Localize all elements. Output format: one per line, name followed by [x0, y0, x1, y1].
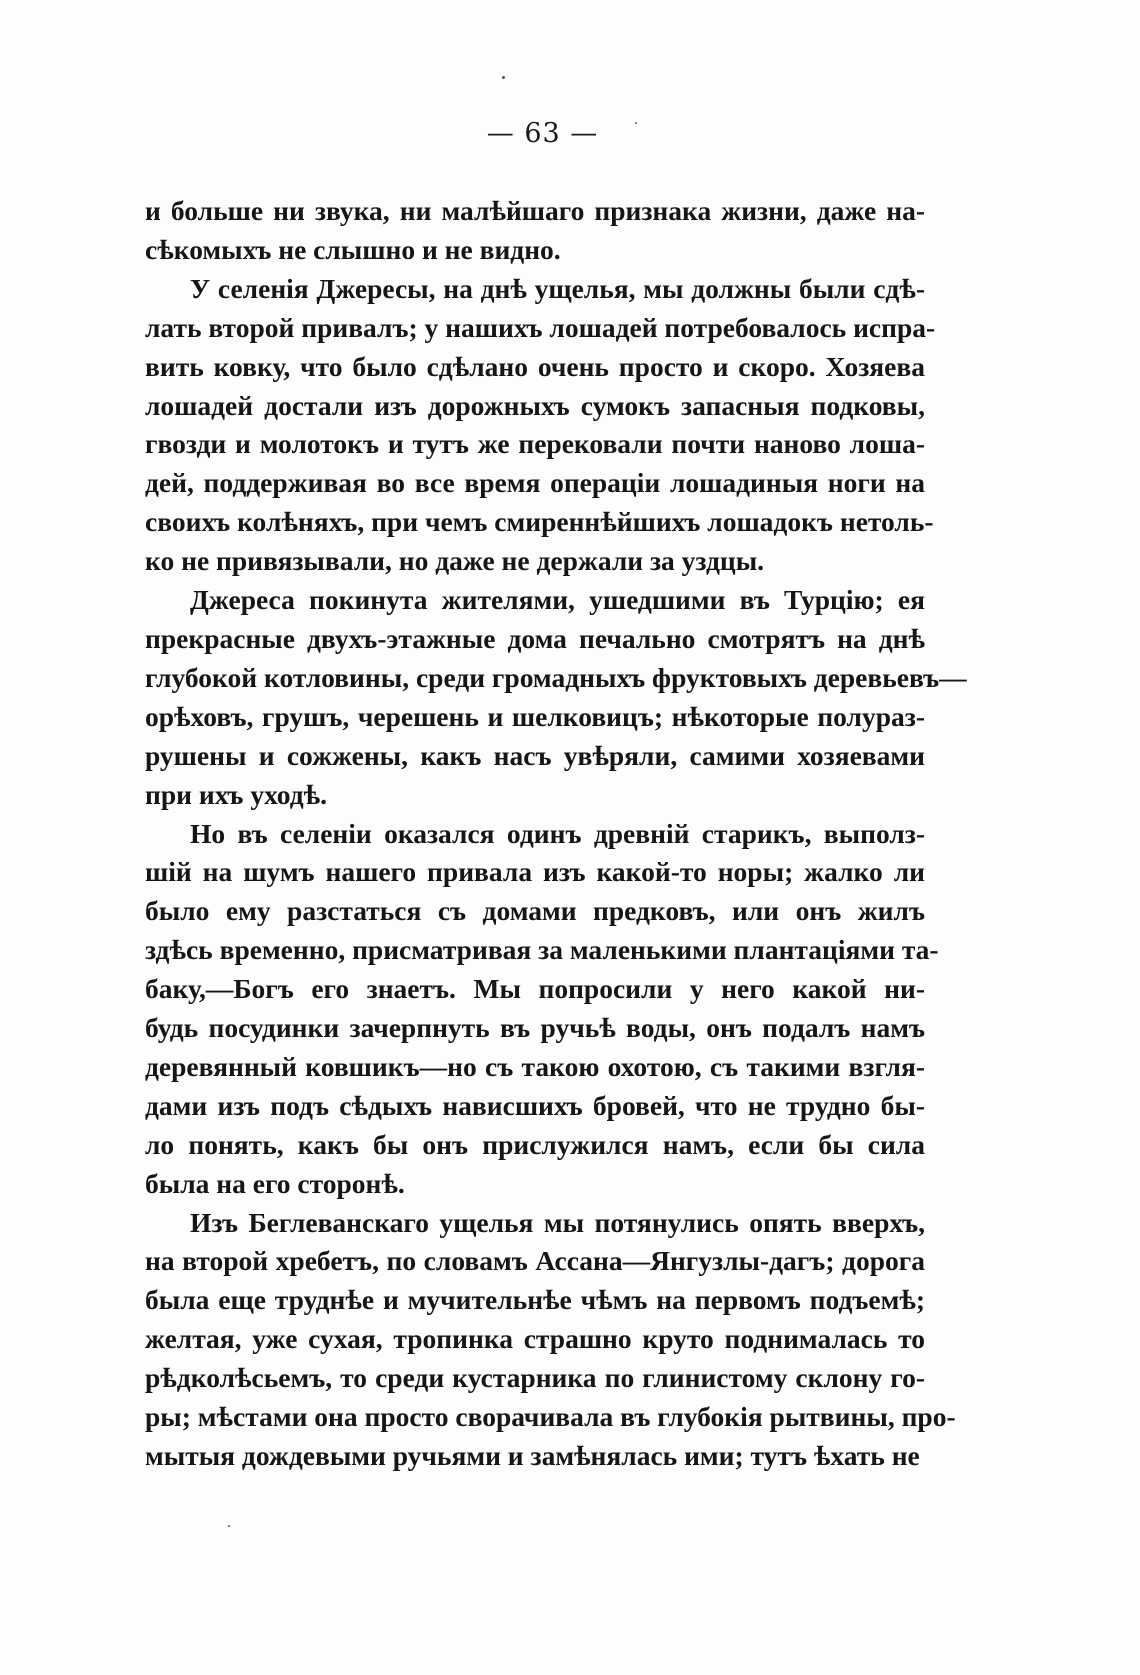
text-line: Джереса покинута жителями, ушедшими въ Турцію; ея: [190, 584, 925, 616]
paragraph: [145, 581, 967, 814]
paragraph: [145, 815, 939, 1204]
text-line: на второй хребетъ, по словамъ Ассана—Янгузлы-дагъ; дорога: [145, 1245, 925, 1277]
text-line: мытыя дождевыми ручьями и замѣнялась ими; тутъ ѣхать не: [145, 1440, 920, 1471]
text-line: гвозди и молотокъ и тутъ же перековали почти наново лоша-: [145, 428, 925, 460]
text-line: У селенія Джересы, на днѣ ущелья, мы должны были сдѣ-: [190, 272, 925, 304]
paragraph: [145, 270, 936, 581]
text-line: орѣховъ, грушъ, черешень и шелковицъ; нѣкоторые полураз-: [145, 700, 925, 732]
text-line: ры; мѣстами она просто сворачивала въ глубокія рытвины, про-: [145, 1401, 956, 1433]
text-line: ло понять, какъ бы онъ прислужился намъ, если бы сила: [145, 1128, 925, 1160]
text-line: было ему разстаться съ домами предковъ, или онъ жилъ: [145, 895, 925, 927]
text-line: здѣсь временно, присматривая за маленькими плантаціями та-: [145, 934, 939, 966]
text-line: дей, поддерживая во все время операціи лошадиныя ноги на: [145, 467, 925, 499]
text-line: была на его сторонѣ.: [145, 1167, 405, 1199]
text-line: желтая, уже сухая, тропинка страшно круто поднималась то: [145, 1323, 925, 1355]
text-line: была еще труднѣе и мучительнѣе чѣмъ на первомъ подъемѣ;: [145, 1284, 925, 1316]
text-line: вить ковку, что было сдѣлано очень просто и скоро. Хозяева: [145, 350, 925, 382]
text-line: шій на шумъ нашего привала изъ какой-то норы; жалко ли: [145, 856, 925, 888]
text-line: своихъ колѣняхъ, при чемъ смиреннѣйшихъ лошадокъ нетоль-: [145, 506, 934, 538]
text-line: и больше ни звука, ни малѣйшаго признака жизни, даже на-: [145, 195, 925, 226]
text-line: деревянный ковшикъ—но съ такою охотою, съ такими взгля-: [145, 1050, 925, 1082]
text-line: рушены и сожжены, какъ насъ увѣряли, самими хозяевами: [145, 739, 925, 771]
print-speck: [228, 1525, 230, 1527]
text-line: рѣдколѣсьемъ, то среди кустарника по глинистому склону го-: [145, 1362, 925, 1394]
text-line: прекрасные двухъ-этажные дома печально смотрятъ на днѣ: [145, 622, 925, 654]
text-line: лать второй привалъ; у нашихъ лошадей потребовалось испра-: [145, 311, 936, 343]
text-line: при ихъ уходѣ.: [145, 778, 328, 810]
text-line: сѣкомыхъ не слышно и не видно.: [145, 233, 561, 265]
paragraph: [145, 192, 925, 270]
paragraph: [145, 1204, 956, 1476]
text-line: будь посудинки зачерпнуть въ ручьѣ воды, онъ подалъ намъ: [145, 1012, 925, 1044]
page-number: — 63 —: [486, 118, 599, 149]
text-line: дами изъ подъ сѣдыхъ нависшихъ бровей, что не трудно бы-: [145, 1089, 925, 1121]
body-text: [145, 192, 967, 1476]
print-speck: [502, 76, 505, 79]
text-line: Но въ селеніи оказался одинъ древній старикъ, выполз-: [190, 817, 925, 849]
text-line: Изъ Беглеванскаго ущелья мы потянулись опять вверхъ,: [190, 1206, 925, 1238]
text-line: лошадей достали изъ дорожныхъ сумокъ запасныя подковы,: [145, 389, 925, 421]
text-line: глубокой котловины, среди громадныхъ фруктовыхъ деревьевъ—: [145, 661, 967, 693]
text-line: ко не привязывали, но даже не держали за уздцы.: [145, 545, 765, 577]
text-line: баку,—Богъ его знаетъ. Мы попросили у него какой ни-: [145, 973, 925, 1005]
